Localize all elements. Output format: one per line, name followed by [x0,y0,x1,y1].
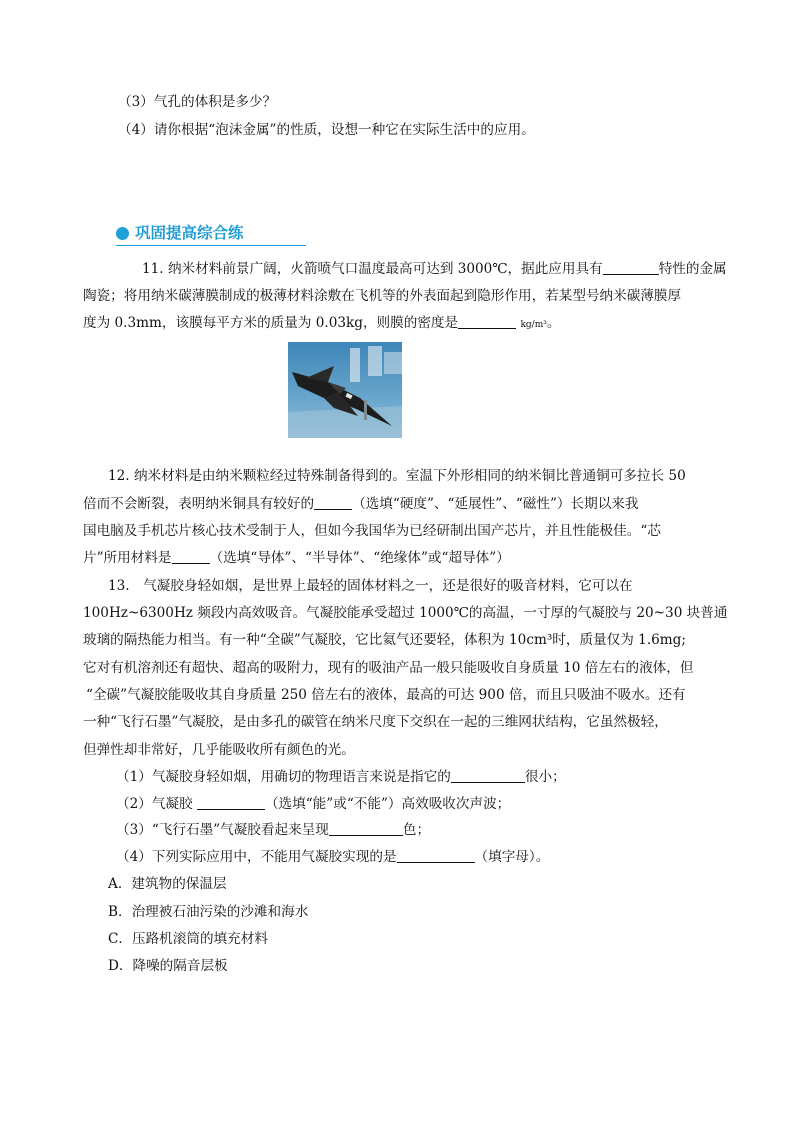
question-3-text: （3）气孔的体积是多少？ [118,94,277,110]
q11-line-3: 度为 0.3mm，该膜每平方米的质量为 0.03kg，则膜的密度是 kg/m³。 [83,315,561,331]
q11-line-2: 陶瓷；将用纳米碳薄膜制成的极薄材料涂敷在飞机等的外表面起到隐形作用，若某型号纳米碳薄膜厚 [83,288,682,304]
q11-line-1: 11. 纳米材料前景广阔，火箭喷气口温度最高可达到 3000℃，据此应用具有 特性的金属 [142,261,727,277]
q12-line-1: 12. 纳米材料是由纳米颗粒经过特殊制备得到的。室温下外形相同的纳米铜比普通铜可多拉长 50 [108,468,686,484]
option-c: C．压路机滚筒的填充材料 [108,931,268,947]
q13-line-3: 玻璃的隔热能力相当。有一种“全碳”气凝胶，它比氦气还要轻，体积为 10cm³时，质量仅为 1.6mg; [83,632,686,648]
section-heading-text: 巩固提高综合练 [135,224,244,242]
q13-line-4: 它对有机溶剂还有超快、超高的吸附力，现有的吸油产品一般只能吸收自身质量 10 倍左右的液体，但 [83,660,694,676]
stealth-aircraft-image [288,342,402,438]
q13-blank-1[interactable] [451,768,525,783]
q13-sub-4: （4）下列实际应用中，不能用气凝胶实现的是 （填字母）。 [116,849,550,865]
q13-sub-1: （1）气凝胶身轻如烟，用确切的物理语言来说是指它的 很小； [116,769,566,785]
bullet-dot-icon [116,227,129,240]
q12-line-2: 倍而不会断裂，表明纳米铜具有较好的 （选填“硬度”、“延展性”、“磁性”）长期以来我 [83,496,639,512]
heading-underline [116,245,306,246]
section-heading [116,222,306,244]
density-unit: kg/m³ [520,320,547,330]
aircraft-photo-svg [288,342,402,438]
q13-line-6: 一种“飞行石墨”气凝胶，是由多孔的碳管在纳米尺度下交织在一起的三维网状结构，它虽然极轻， [83,714,668,730]
q13-line-7: 但弹性却非常好，几乎能吸收所有颜色的光。 [83,742,355,758]
q12-line-3: 国电脑及手机芯片核心技术受制于人，但如今我国华为已经研制出国产芯片，并且性能极佳。“芯 [83,523,661,539]
option-d: D．降噪的隔音层板 [108,958,228,974]
q12-blank-1[interactable] [314,495,352,510]
option-b: B．治理被石油污染的沙滩和海水 [108,904,309,920]
q13-line-5: “全碳”气凝胶能吸收其自身质量 250 倍左右的液体，最高的可达 900 倍，而且只吸油不吸水。还有 [86,687,686,703]
question-4-text: （4）请你根据“泡沫金属”的性质，设想一种它在实际生活中的应用。 [118,122,535,138]
q13-blank-4[interactable] [397,848,475,863]
q11-blank-2[interactable] [458,314,516,329]
q13-line-2: 100Hz~6300Hz 频段内高效吸音。气凝胶能承受超过 1000℃的高温，一寸厚的气凝胶与 20~30 块普通 [83,605,728,621]
q13-blank-3[interactable] [329,821,403,836]
q13-sub-2: （2）气凝胶 （选填“能”或“不能”）高效吸收次声波； [116,796,511,812]
option-a: A．建筑物的保温层 [108,876,227,892]
q12-line-4: 片”所用材料是 （选填“导体”、“半导体”、“绝缘体”或“超导体”） [83,550,510,566]
q11-blank-1[interactable] [603,260,659,275]
q13-line-1: 13. 气凝胶身轻如烟，是世界上最轻的固体材料之一，还是很好的吸音材料，它可以在 [108,578,633,594]
q12-blank-2[interactable] [172,549,210,564]
q13-sub-3: （3）“飞行石墨”气凝胶看起来呈现 色； [116,822,431,838]
q13-blank-2[interactable] [197,795,265,810]
